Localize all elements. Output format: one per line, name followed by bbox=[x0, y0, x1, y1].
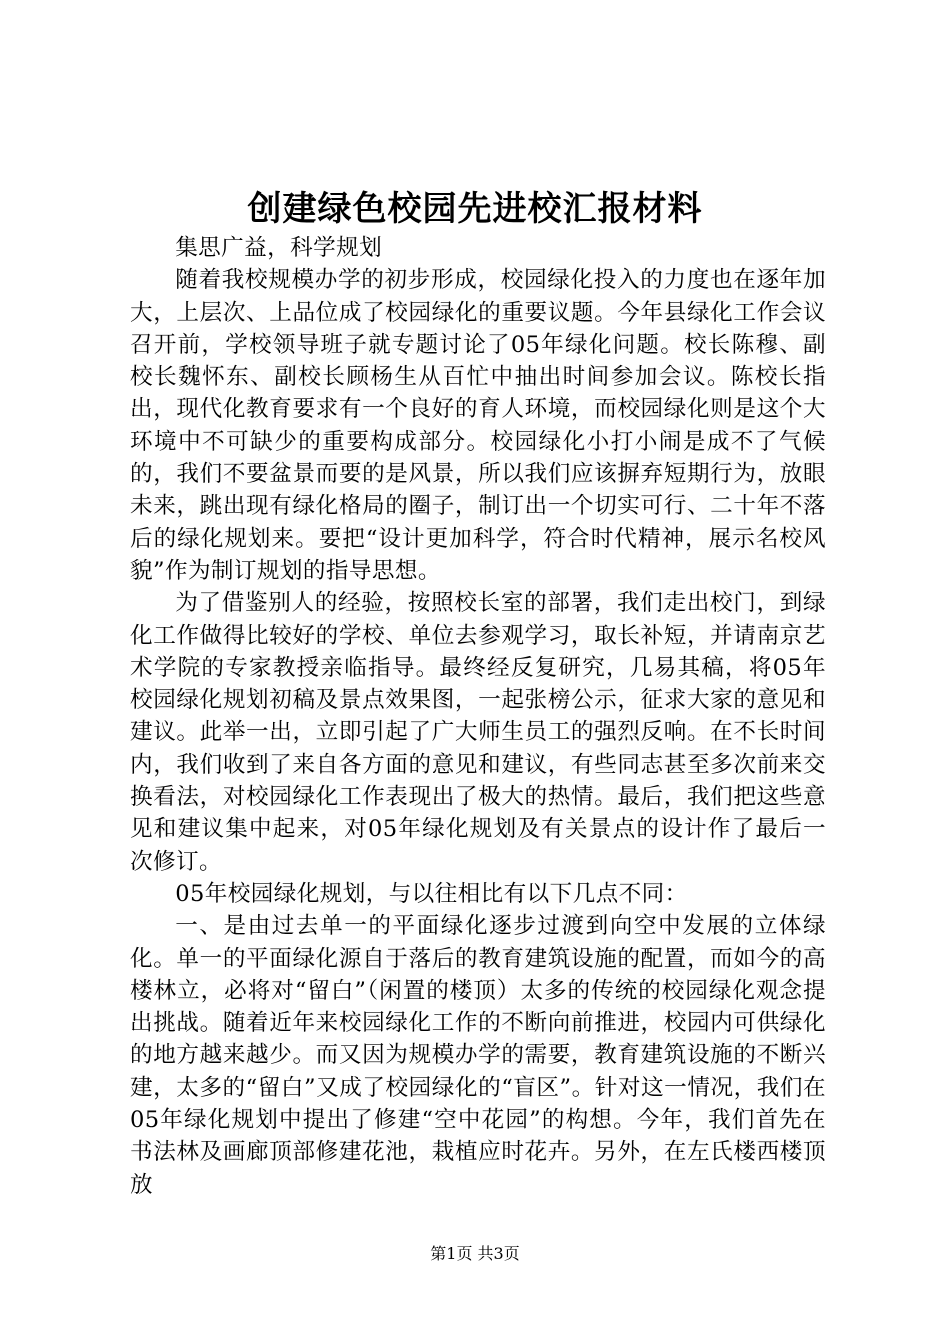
page-footer: 第1页 共3页 bbox=[430, 1244, 520, 1263]
body-paragraph: 随着我校规模办学的初步形成，校园绿化投入的力度也在逐年加大，上层次、上品位成了校园绿化的重要议题。今年县绿化工作会议召开前，学校领导班子就专题讨论了05年绿化问题。校长陈穆、副校长魏怀东、副校长顾杨生从百忙中抽出时间参加会议。陈校长指出，现代化教育要求有一个良好的育人环境，而校园绿化则是这个大环境中不可缺少的重要构成部分。校园绿化小打小闹是成不了气候的，我们不要盆景而要的是风景，所以我们应该摒弃短期行为，放眼未来，跳出现有绿化格局的圈子，制订出一个切实可行、二十年不落后的绿化规划来。要把“设计更加科学，符合时代精神，展示名校风貌”作为制订规划的指导思想。 bbox=[130, 267, 826, 584]
section-heading: 集思广益，科学规划 bbox=[175, 235, 383, 261]
body-paragraph: 为了借鉴别人的经验，按照校长室的部署，我们走出校门，到绿化工作做得比较好的学校、单位去参观学习，取长补短，并请南京艺术学院的专家教授亲临指导。最终经反复研究，几易其稿，将05年校园绿化规划初稿及景点效果图，一起张榜公示，征求大家的意见和建议。此举一出，立即引起了广大师生员工的强烈反响。在不长时间内，我们收到了来自各方面的意见和建议，有些同志甚至多次前来交换看法，对校园绿化工作表现出了极大的热情。最后，我们把这些意见和建议集中起来，对05年绿化规划及有关景点的设计作了最后一次修订。 bbox=[130, 590, 826, 875]
document-title: 创建绿色校园先进校汇报材料 bbox=[247, 189, 703, 229]
body-paragraph: 05年校园绿化规划，与以往相比有以下几点不同： bbox=[175, 880, 688, 907]
document-body bbox=[130, 232, 826, 1201]
body-paragraph: 一、是由过去单一的平面绿化逐步过渡到向空中发展的立体绿化。单一的平面绿化源自于落后的教育建筑设施的配置，而如今的高楼林立，必将对“留白”（闲置的楼顶）太多的传统的校园绿化观念提出挑战。随着近年来校园绿化工作的不断向前推进，校园内可供绿化的地方越来越少。而又因为规模办学的需要，教育建筑设施的不断兴建，太多的“留白”又成了校园绿化的“盲区”。针对这一情况，我们在05年绿化规划中提出了修建“空中花园”的构想。今年，我们首先在书法林及画廊顶部修建花池，栽植应时花卉。另外，在左氏楼西楼顶放 bbox=[130, 913, 826, 1198]
